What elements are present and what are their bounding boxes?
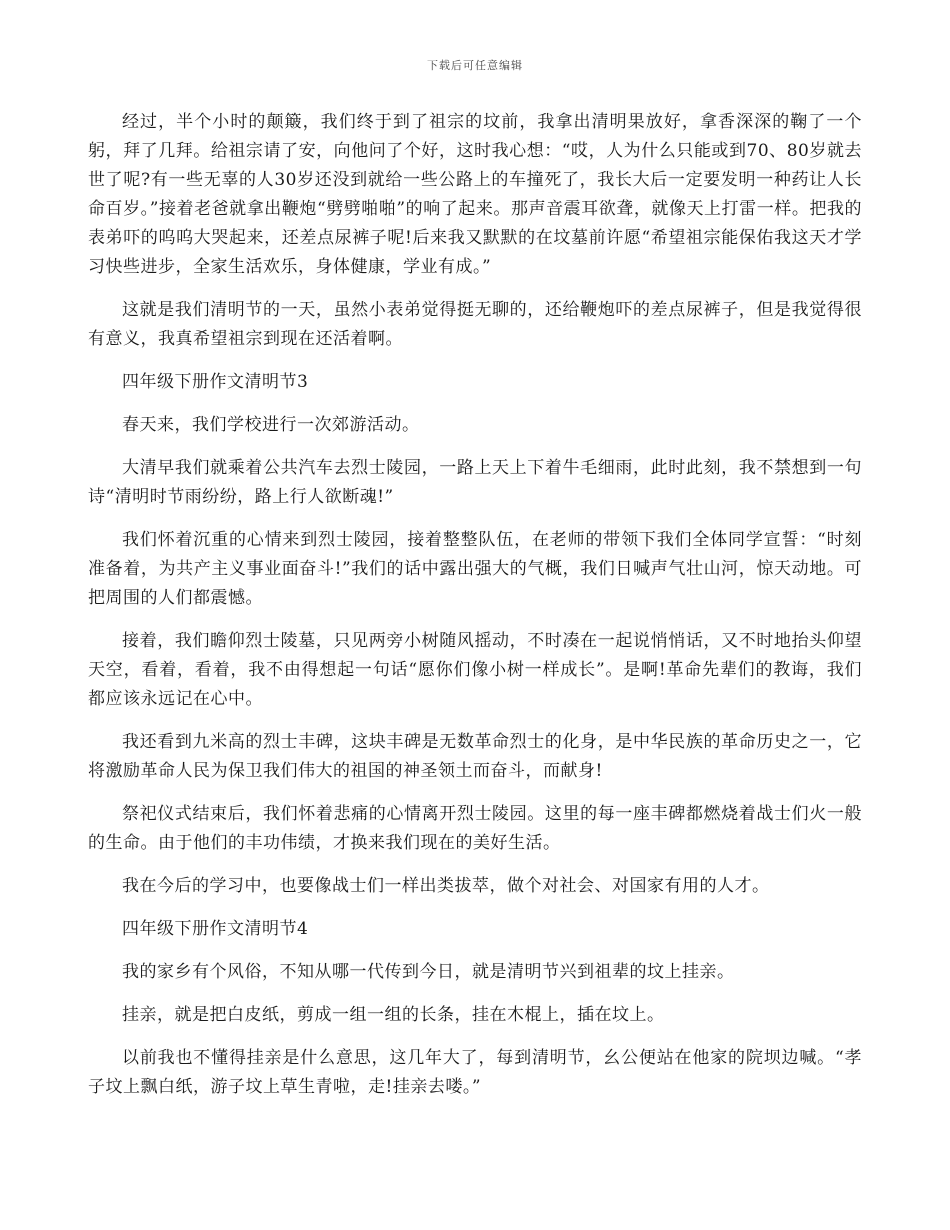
- paragraph: 以前我也不懂得挂亲是什么意思，这几年大了，每到清明节，幺公便站在他家的院坝边喊。“孝子坟上飘白纸，游子坟上草生青啦，走!挂亲去喽。”: [88, 1048, 862, 1097]
- paragraph: 祭祀仪式结束后，我们怀着悲痛的心情离开烈士陵园。这里的每一座丰碑都燃烧着战士们火一般的生命。由于他们的丰功伟绩，才换来我们现在的美好生活。: [88, 804, 862, 853]
- paragraph: 经过，半个小时的颠簸，我们终于到了祖宗的坟前，我拿出清明果放好，拿香深深的鞠了一个躬，拜了几拜。给祖宗请了安，向他问了个好，这时我心想：“哎，人为什么只能或到70、80岁就去世了呢?有一些无辜的人30岁还没到就给一些公路上的车撞死了，我长大后一定要发明一种药让人长命百岁。”接着老爸就拿出鞭炮“劈劈啪啪”的响了起来。那声音震耳欲聋，就像天上打雷一样。把我的表弟吓的呜呜大哭起来，还差点尿裤子呢!后来我又默默的在坟墓前许愿“希望祖宗能保佑我这天才学习快些进步，全家生活欢乐，身体健康，学业有成。”: [88, 112, 862, 277]
- section-heading: 四年级下册作文清明节4: [122, 919, 309, 939]
- section-heading: 四年级下册作文清明节3: [122, 372, 309, 392]
- paragraph: 这就是我们清明节的一天，虽然小表弟觉得挺无聊的，还给鞭炮吓的差点尿裤子，但是我觉得很有意义，我真希望祖宗到现在还活着啊。: [88, 300, 862, 349]
- paragraph: 接着，我们瞻仰烈士陵墓，只见两旁小树随风摇动，不时凑在一起说悄悄话，又不时地抬头仰望天空，看着，看着，我不由得想起一句话“愿你们像小树一样成长”。是啊!革命先辈们的教诲，我们都应该永远记在心中。: [88, 631, 862, 709]
- paragraph: 大清早我们就乘着公共汽车去烈士陵园，一路上天上下着牛毛细雨，此时此刻，我不禁想到一句诗“清明时节雨纷纷，路上行人欲断魂!”: [88, 458, 862, 507]
- paragraph: 春天来，我们学校进行一次郊游活动。: [122, 415, 420, 435]
- paragraph: 我在今后的学习中，也要像战士们一样出类拔萃，做个对社会、对国家有用的人才。: [122, 876, 770, 896]
- document-body: [88, 108, 862, 1116]
- page-header: 下载后可任意编辑: [427, 59, 523, 72]
- paragraph: 我的家乡有个风俗，不知从哪一代传到今日，就是清明节兴到祖辈的坟上挂亲。: [122, 962, 735, 982]
- paragraph: 我们怀着沉重的心情来到烈士陵园，接着整整队伍，在老师的带领下我们全体同学宣誓：“时刻准备着，为共产主义事业面奋斗!”我们的话中露出强大的气概，我们日喊声气壮山河，惊天动地。可把周围的人们都震憾。: [88, 530, 862, 608]
- paragraph: 挂亲，就是把白皮纸，剪成一组一组的长条，挂在木棍上，插在坟上。: [122, 1005, 665, 1025]
- paragraph: 我还看到九米高的烈士丰碑，这块丰碑是无数革命烈士的化身，是中华民族的革命历史之一，它将激励革命人民为保卫我们伟大的祖国的神圣领土而奋斗，而献身!: [88, 732, 862, 781]
